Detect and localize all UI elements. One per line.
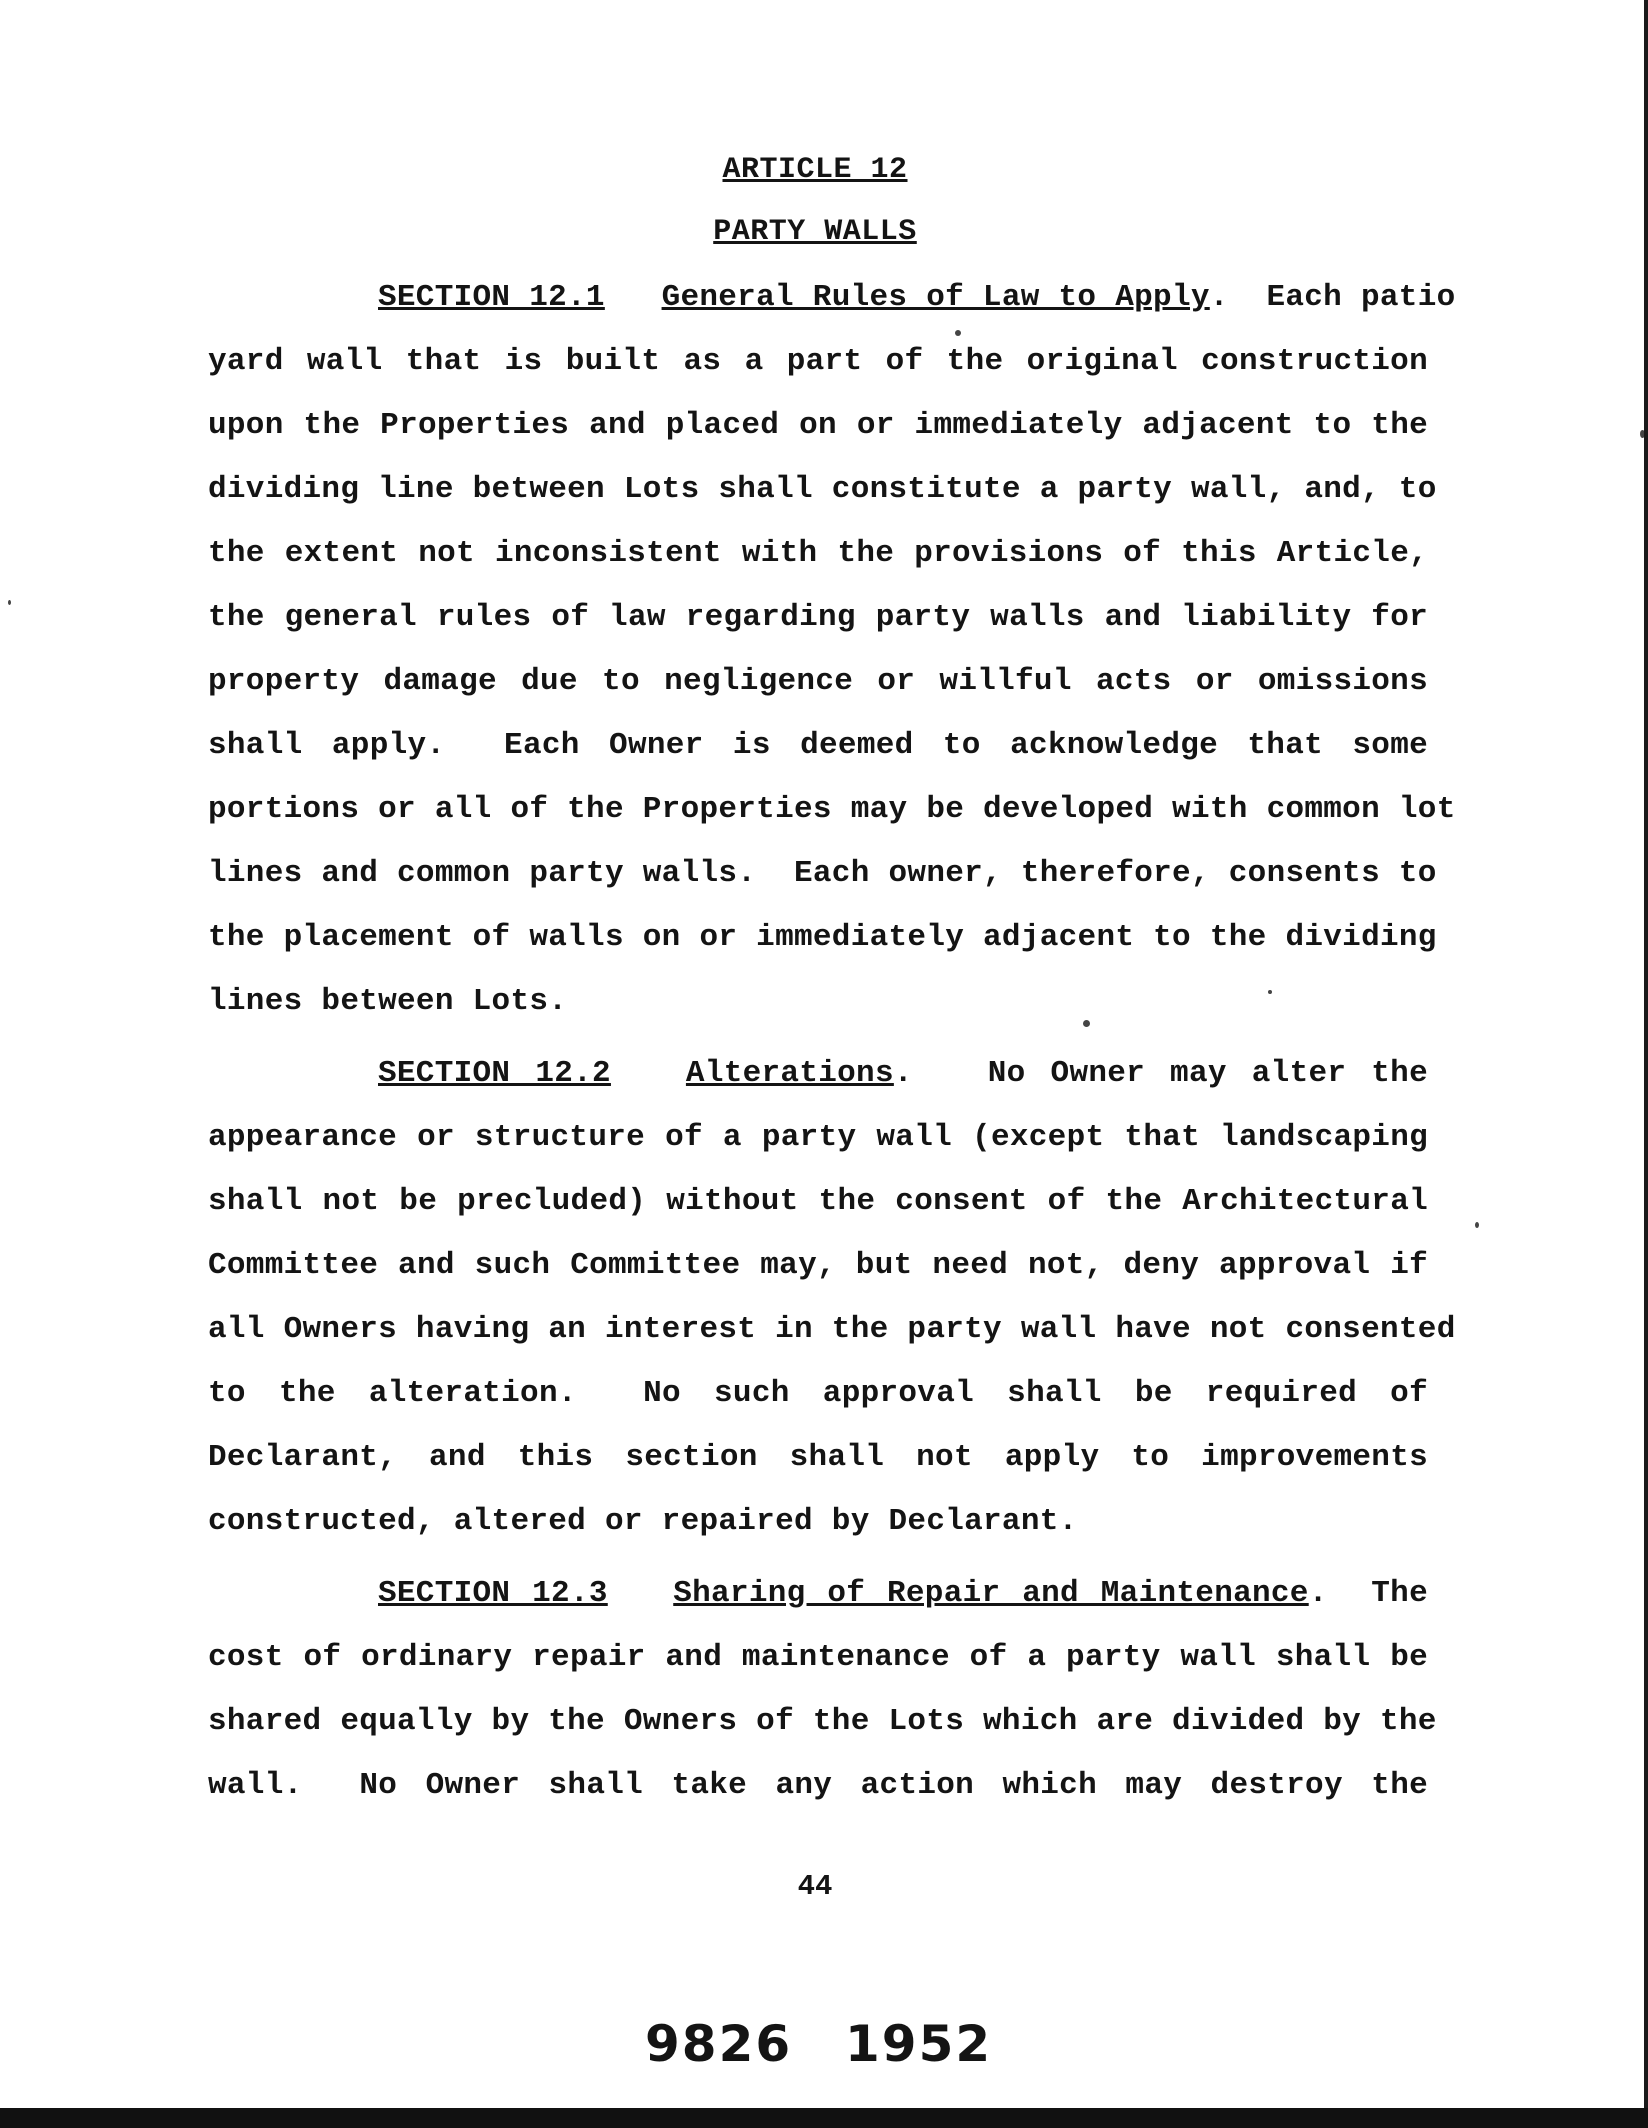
section-12-1-line-0: Each patio: [1266, 280, 1456, 315]
section-12-3-line-1: cost of ordinary repair and maintenance of a party wall shall be: [208, 1640, 1428, 1675]
section-12-2-label: SECTION 12.2: [378, 1056, 611, 1091]
section-12-1-line-7: shall apply. Each Owner is deemed to acknowledge that some: [208, 728, 1428, 763]
section-12-1-line-4: the extent not inconsistent with the provisions of this Article,: [208, 536, 1428, 571]
section-12-1-line-9: lines and common party walls. Each owner, therefore, consents to: [208, 856, 1437, 891]
section-12-1-line-6: property damage due to negligence or willful acts or omissions: [208, 664, 1428, 699]
section-12-1-title: General Rules of Law to Apply: [661, 280, 1210, 315]
scan-speck: [1083, 1020, 1090, 1027]
section-12-1-line-2: upon the Properties and placed on or immediately adjacent to the: [208, 408, 1428, 443]
section-12-1-line-10: the placement of walls on or immediately adjacent to the dividing: [208, 920, 1437, 955]
section-12-2-line-4: all Owners having an interest in the party wall have not consented: [208, 1312, 1456, 1347]
section-12-2-line-0: No Owner may alter the: [987, 1056, 1428, 1091]
section-12-2-title: Alterations: [685, 1056, 894, 1091]
section-12-2-line-6: Declarant, and this section shall not apply to improvements: [208, 1440, 1428, 1475]
scan-edge-right: [1644, 0, 1648, 2128]
section-12-2-line-5: to the alteration. No such approval shall be required of: [208, 1376, 1428, 1411]
section-12-2-line-2: shall not be precluded) without the consent of the Architectural: [208, 1184, 1428, 1219]
section-12-2-line-3: Committee and such Committee may, but need not, deny approval if: [208, 1248, 1428, 1283]
scan-speck: [8, 600, 11, 605]
section-12-2-line-7: constructed, altered or repaired by Declarant.: [208, 1504, 1078, 1539]
section-12-1-label: SECTION 12.1: [378, 280, 605, 315]
section-12-1-line-3: dividing line between Lots shall constitute a party wall, and, to: [208, 472, 1437, 507]
section-12-1-first-line: SECTION 12.1 General Rules of Law to Apply. Each patio: [378, 280, 1456, 315]
section-12-3-label: SECTION 12.3: [378, 1576, 608, 1611]
section-12-3-title: Sharing of Repair and Maintenance: [673, 1576, 1309, 1611]
section-12-1-line-5: the general rules of law regarding party walls and liability for: [208, 600, 1428, 635]
article-heading: ARTICLE 12: [722, 153, 908, 187]
stamp-number-right: 1952: [845, 2015, 993, 2073]
article-title: PARTY WALLS: [713, 215, 917, 249]
scan-speck: [1268, 990, 1272, 994]
page-number: 44: [797, 1870, 833, 1903]
section-12-3-line-3: wall. No Owner shall take any action which may destroy the: [208, 1768, 1428, 1803]
section-12-3-line-2: shared equally by the Owners of the Lots which are divided by the: [208, 1704, 1437, 1739]
scan-edge-bottom: [0, 2108, 1648, 2128]
scan-speck: [1475, 1222, 1479, 1228]
section-12-1-line-11: lines between Lots.: [208, 984, 568, 1019]
section-12-1-line-1: yard wall that is built as a part of the original construction: [208, 344, 1428, 379]
section-12-2-line-1: appearance or structure of a party wall (except that landscaping: [208, 1120, 1428, 1155]
section-12-2-first-line: SECTION 12.2 Alterations. No Owner may alter the: [378, 1056, 1428, 1091]
section-12-1-line-8: portions or all of the Properties may be developed with common lot: [208, 792, 1456, 827]
section-12-3-line-0: The: [1371, 1576, 1428, 1611]
scan-speck: [955, 330, 961, 336]
stamp-number-left: 9826: [645, 2015, 793, 2073]
section-12-3-first-line: SECTION 12.3 Sharing of Repair and Maintenance. The: [378, 1576, 1428, 1611]
